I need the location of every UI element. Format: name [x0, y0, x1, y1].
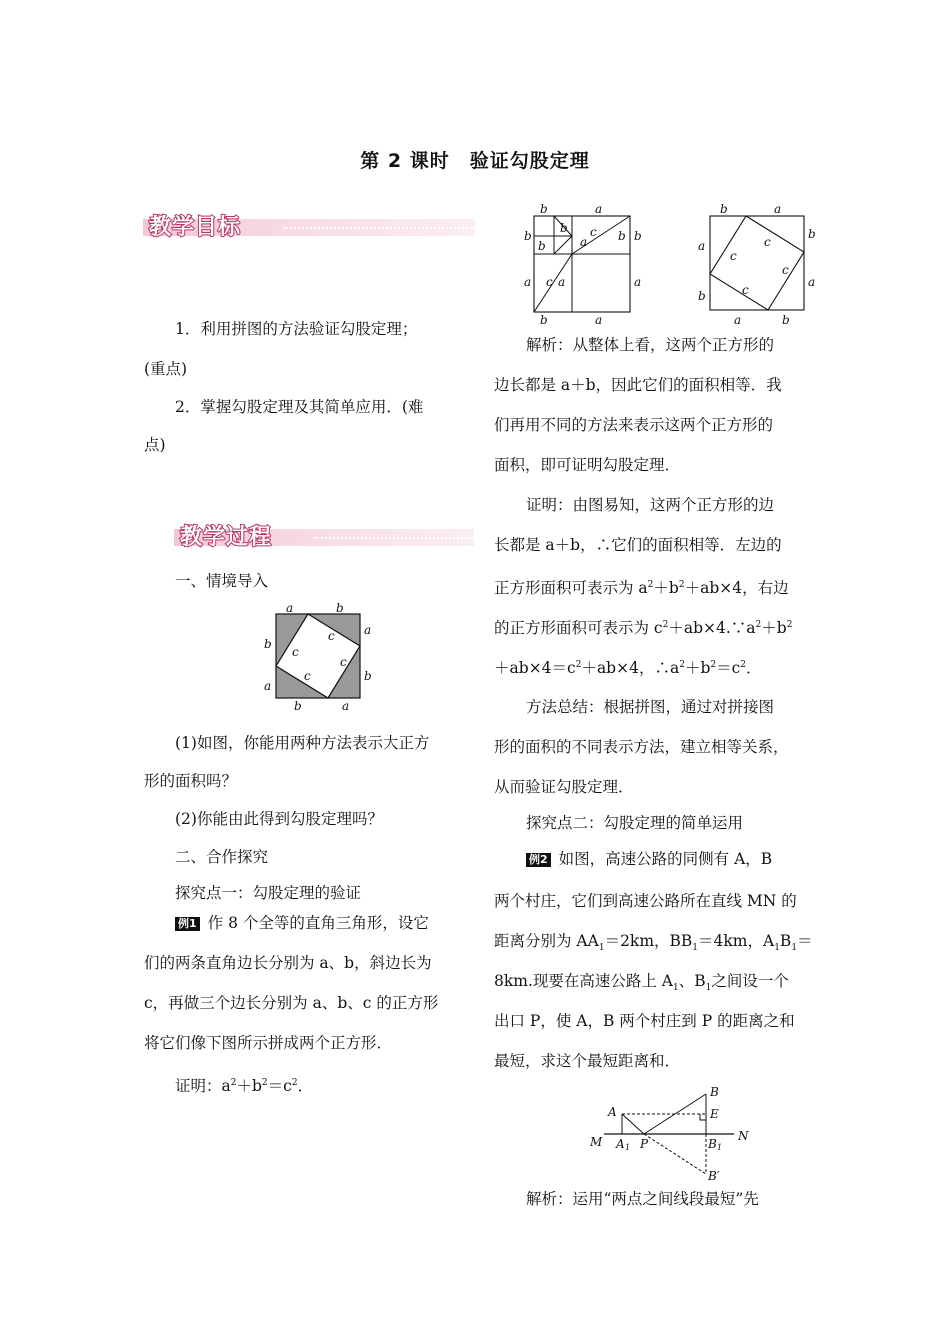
example-1-line1: 例1 作 8 个全等的直角三角形，设它 — [175, 904, 429, 942]
question-2: (2)你能由此得到勾股定理吗？ — [175, 810, 383, 828]
proof-square-right — [694, 200, 824, 330]
svg-text:b: b — [540, 202, 548, 216]
svg-text:a: a — [264, 679, 272, 693]
svg-text:a: a — [524, 275, 532, 289]
proof-line1: 证明：由图易知，这两个正方形的边 — [526, 496, 775, 514]
svg-text:A: A — [608, 1105, 617, 1119]
goal-2-line1: 2．掌握勾股定理及其简单应用．(难 — [175, 398, 424, 416]
svg-text:c: c — [730, 249, 737, 263]
svg-text:b: b — [808, 227, 816, 241]
svg-text:b: b — [524, 229, 532, 243]
svg-text:M: M — [590, 1135, 603, 1149]
svg-text:B: B — [710, 1085, 719, 1099]
svg-text:a: a — [808, 275, 816, 289]
example-1-line2: 们的两条直角边长分别为 a、b，斜边长为 — [144, 954, 432, 972]
svg-text:a: a — [634, 275, 642, 289]
proof-line2: 长都是 a＋b，∴它们的面积相等．左边的 — [494, 536, 782, 554]
section-cooperative-heading: 二、合作探究 — [175, 848, 269, 866]
analysis-1-line3: 们再用不同的方法来表示这两个正方形的 — [494, 416, 774, 434]
svg-text:c: c — [328, 629, 335, 643]
svg-text:B: B — [708, 1137, 717, 1151]
page-title: 第 2 课时 验证勾股定理 — [360, 150, 590, 172]
proof-square-left — [520, 200, 650, 330]
svg-text:c: c — [742, 283, 749, 297]
example-2-line2: 两个村庄，它们到高速公路所在直线 MN 的 — [494, 892, 797, 910]
example-2-line5: 出口 P，使 A，B 两个村庄到 P 的距离之和 — [494, 1012, 795, 1030]
svg-text:b: b — [698, 289, 706, 303]
svg-text:P: P — [640, 1137, 649, 1151]
svg-text:B′: B′ — [708, 1169, 720, 1182]
svg-text:b: b — [264, 637, 272, 651]
svg-text:b: b — [294, 699, 302, 713]
example-2-line4: 8km.现要在高速公路上 $A_1$、$B_1$之间设一个 — [494, 972, 789, 994]
section-banner-process — [174, 520, 474, 550]
proof-line4: 的正方形面积可表示为 $c^2+ab\times 4.\because a^2+b^2$ — [494, 619, 793, 638]
question-1-line2: 形的面积吗？ — [144, 772, 238, 790]
example-2-line3: 距离分别为 $AA_1=2km$，$BB_1=4km$，$A_1B_1=$ — [494, 932, 813, 954]
svg-text:a: a — [734, 313, 742, 327]
svg-text:b: b — [634, 229, 642, 243]
example-1-line4: 将它们像下图所示拼成两个正方形． — [144, 1034, 393, 1052]
section-banner-goals — [143, 210, 475, 240]
goal-1-line2: (重点) — [144, 360, 188, 378]
example-2-line6: 最短，求这个最短距离和． — [494, 1052, 681, 1070]
example-2-badge: 例2 — [526, 853, 551, 867]
proof-line3: 正方形面积可表示为 $a^2+b^2+ab\times 4$，右边 — [494, 579, 789, 598]
svg-text:c: c — [590, 225, 597, 239]
svg-text:a: a — [580, 235, 588, 249]
svg-text:b: b — [720, 202, 728, 216]
analysis-1-line2: 边长都是 a＋b，因此它们的面积相等．我 — [494, 376, 782, 394]
svg-text:a: a — [558, 275, 566, 289]
svg-text:b: b — [618, 229, 626, 243]
proof-line5: $+ab\times 4=c^2+ab\times 4$，$\therefore a^2+b^2=c^2$． — [494, 659, 762, 678]
svg-text:a: a — [595, 202, 603, 216]
banner-label: 教学过程 — [180, 525, 273, 550]
highway-figure — [584, 1082, 754, 1182]
summary-line2: 形的面积的不同表示方法，建立相等关系， — [494, 738, 789, 756]
svg-text:a: a — [342, 699, 350, 713]
svg-text:b: b — [538, 239, 546, 253]
svg-text:b: b — [560, 221, 568, 235]
svg-text:c: c — [304, 669, 311, 683]
analysis-1-line4: 面积，即可证明勾股定理． — [494, 456, 681, 474]
fig-label-a: a — [286, 601, 294, 615]
example-1-proof: 证明：$a^2+b^2=c^2$． — [175, 1077, 314, 1096]
svg-text:a: a — [364, 623, 372, 637]
summary-line3: 从而验证勾股定理． — [494, 778, 634, 796]
svg-text:E: E — [710, 1107, 719, 1121]
summary-line1: 方法总结：根据拼图，通过对拼接图 — [526, 698, 775, 716]
example-1-line3: c，再做三个边长分别为 a、b、c 的正方形 — [144, 994, 439, 1012]
svg-text:b: b — [364, 669, 372, 683]
analysis-2-line1: 解析：运用“两点之间线段最短”先 — [526, 1190, 759, 1208]
svg-text:c: c — [340, 655, 347, 669]
section-intro-heading: 一、情境导入 — [175, 572, 269, 590]
intro-square-figure — [258, 598, 378, 716]
goal-1-line1: 1．利用拼图的方法验证勾股定理； — [175, 320, 418, 338]
goal-2-line2: 点) — [144, 436, 166, 454]
example-1-badge: 例1 — [175, 917, 200, 931]
svg-text:N: N — [738, 1129, 749, 1143]
example-2-line1: 例2 如图，高速公路的同侧有 A，B — [526, 840, 772, 878]
explore-point-2: 探究点二：勾股定理的简单运用 — [526, 814, 744, 832]
svg-text:c: c — [764, 235, 771, 249]
svg-text:c: c — [546, 275, 553, 289]
svg-text:a: a — [595, 313, 603, 327]
svg-text:1: 1 — [625, 1143, 631, 1152]
banner-label: 教学目标 — [149, 215, 242, 240]
svg-text:c: c — [292, 645, 299, 659]
svg-text:b: b — [336, 601, 344, 615]
svg-text:A: A — [616, 1137, 625, 1151]
svg-text:b: b — [782, 313, 790, 327]
svg-text:a: a — [698, 239, 706, 253]
explore-point-1: 探究点一：勾股定理的验证 — [175, 884, 362, 902]
analysis-1-line1: 解析：从整体上看，这两个正方形的 — [526, 336, 775, 354]
svg-text:b: b — [540, 313, 548, 327]
question-1-line1: (1)如图，你能用两种方法表示大正方 — [175, 734, 430, 752]
svg-text:a: a — [774, 202, 782, 216]
svg-text:1: 1 — [717, 1143, 723, 1152]
svg-text:c: c — [782, 263, 789, 277]
